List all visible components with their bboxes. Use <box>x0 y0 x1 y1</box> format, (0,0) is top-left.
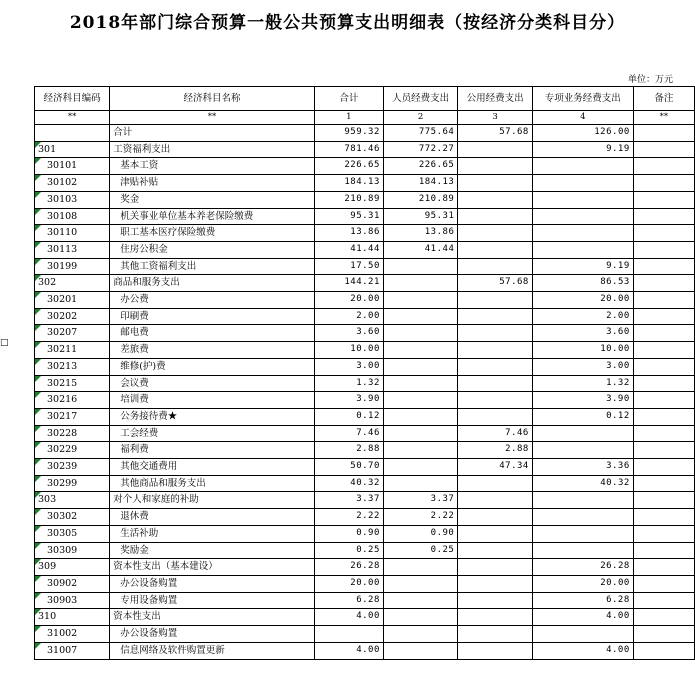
cell-note <box>633 158 694 175</box>
cell-note <box>633 208 694 225</box>
cell-public: 2.88 <box>458 442 532 459</box>
cell-name: 公务接待费★ <box>110 408 315 425</box>
cell-personnel: 0.90 <box>383 525 457 542</box>
cell-name: 退休费 <box>110 509 315 526</box>
cell-code: 30101 <box>35 158 110 175</box>
cell-note <box>633 292 694 309</box>
cell-total: 226.65 <box>314 158 383 175</box>
cell-total: 781.46 <box>314 141 383 158</box>
table-row <box>35 475 695 492</box>
cell-note <box>633 475 694 492</box>
budget-table <box>34 86 695 660</box>
cell-special: 20.00 <box>532 575 633 592</box>
table-row <box>35 325 695 342</box>
cell-note <box>633 392 694 409</box>
cell-name: 资本性支出（基本建设） <box>110 559 315 576</box>
cell-special: 6.28 <box>532 592 633 609</box>
cell-personnel: 3.37 <box>383 492 457 509</box>
cell-note <box>633 191 694 208</box>
cell-note <box>633 642 694 659</box>
cell-name: 生活补助 <box>110 525 315 542</box>
cell-code: 30199 <box>35 258 110 275</box>
cell-note <box>633 542 694 559</box>
cell-total: 13.86 <box>314 225 383 242</box>
cell-special <box>532 442 633 459</box>
cell-personnel <box>383 609 457 626</box>
cell-note <box>633 525 694 542</box>
cell-code: 30201 <box>35 292 110 309</box>
table-row <box>35 525 695 542</box>
table-row <box>35 225 695 242</box>
cell-personnel <box>383 342 457 359</box>
cell-name: 奖励金 <box>110 542 315 559</box>
cell-name: 奖金 <box>110 191 315 208</box>
cell-total: 210.89 <box>314 191 383 208</box>
cell-name: 培训费 <box>110 392 315 409</box>
cell-public <box>458 642 532 659</box>
cell-name: 职工基本医疗保险缴费 <box>110 225 315 242</box>
cell-code: 30902 <box>35 575 110 592</box>
index-cell: 4 <box>532 111 633 125</box>
cell-public: 7.46 <box>458 425 532 442</box>
cell-special: 20.00 <box>532 292 633 309</box>
cell-public <box>458 158 532 175</box>
cell-name: 福利费 <box>110 442 315 459</box>
cell-note <box>633 492 694 509</box>
cell-note <box>633 342 694 359</box>
cell-special: 10.00 <box>532 342 633 359</box>
unit-label: 单位：万元 <box>627 75 673 85</box>
cell-total: 959.32 <box>314 125 383 142</box>
cell-public <box>458 475 532 492</box>
cell-personnel: 2.22 <box>383 509 457 526</box>
cell-name: 维修(护)费 <box>110 358 315 375</box>
cell-total: 2.88 <box>314 442 383 459</box>
cell-code: 30110 <box>35 225 110 242</box>
index-cell: ** <box>35 111 110 125</box>
cell-name: 专用设备购置 <box>110 592 315 609</box>
header-personnel: 人员经费支出 <box>383 87 457 111</box>
cell-note <box>633 241 694 258</box>
cell-public <box>458 358 532 375</box>
cell-note <box>633 358 694 375</box>
cell-special: 3.60 <box>532 325 633 342</box>
table-row <box>35 509 695 526</box>
cell-personnel <box>383 425 457 442</box>
cell-note <box>633 442 694 459</box>
cell-special: 3.36 <box>532 459 633 476</box>
cell-personnel <box>383 475 457 492</box>
cell-special: 3.00 <box>532 358 633 375</box>
cell-code: 30113 <box>35 241 110 258</box>
table-row <box>35 626 695 643</box>
table-row <box>35 241 695 258</box>
cell-special <box>532 425 633 442</box>
table-row <box>35 125 695 142</box>
cell-total: 50.70 <box>314 459 383 476</box>
cell-public <box>458 542 532 559</box>
cell-public <box>458 592 532 609</box>
table-row <box>35 375 695 392</box>
cell-personnel: 226.65 <box>383 158 457 175</box>
cell-code: 303 <box>35 492 110 509</box>
cell-total: 3.37 <box>314 492 383 509</box>
index-cell: ** <box>110 111 315 125</box>
cell-total: 2.00 <box>314 308 383 325</box>
table-row <box>35 392 695 409</box>
cell-code: 30211 <box>35 342 110 359</box>
cell-code: 30903 <box>35 592 110 609</box>
cell-personnel <box>383 575 457 592</box>
cell-special: 86.53 <box>532 275 633 292</box>
cell-note <box>633 408 694 425</box>
cell-code: 30102 <box>35 175 110 192</box>
cell-name: 办公设备购置 <box>110 626 315 643</box>
cell-special: 26.28 <box>532 559 633 576</box>
cell-total: 20.00 <box>314 292 383 309</box>
cell-special <box>532 626 633 643</box>
cell-personnel <box>383 408 457 425</box>
cell-public <box>458 626 532 643</box>
cell-code: 30239 <box>35 459 110 476</box>
cell-public <box>458 559 532 576</box>
cell-public <box>458 225 532 242</box>
cell-note <box>633 509 694 526</box>
cell-total: 26.28 <box>314 559 383 576</box>
cell-personnel: 775.64 <box>383 125 457 142</box>
cell-personnel <box>383 325 457 342</box>
cell-note <box>633 575 694 592</box>
cell-personnel <box>383 308 457 325</box>
cell-code: 302 <box>35 275 110 292</box>
header-code: 经济科目编码 <box>35 87 110 111</box>
cell-code: 30216 <box>35 392 110 409</box>
cell-code: 30305 <box>35 525 110 542</box>
cell-public <box>458 175 532 192</box>
cell-code: 30299 <box>35 475 110 492</box>
cell-name: 商品和服务支出 <box>110 275 315 292</box>
cell-total: 3.60 <box>314 325 383 342</box>
cell-total: 10.00 <box>314 342 383 359</box>
table-row <box>35 358 695 375</box>
cell-special: 126.00 <box>532 125 633 142</box>
cell-personnel: 95.31 <box>383 208 457 225</box>
cell-name: 信息网络及软件购置更新 <box>110 642 315 659</box>
cell-public <box>458 325 532 342</box>
cell-note <box>633 325 694 342</box>
cell-code: 30309 <box>35 542 110 559</box>
cell-total: 0.12 <box>314 408 383 425</box>
cell-name: 工会经费 <box>110 425 315 442</box>
cell-total: 144.21 <box>314 275 383 292</box>
cell-special <box>532 509 633 526</box>
cell-personnel <box>383 592 457 609</box>
cell-code: 31007 <box>35 642 110 659</box>
table-row <box>35 275 695 292</box>
cell-public <box>458 308 532 325</box>
cell-name: 办公费 <box>110 292 315 309</box>
cell-total: 3.00 <box>314 358 383 375</box>
cell-code: 30108 <box>35 208 110 225</box>
cell-name: 资本性支出 <box>110 609 315 626</box>
cell-personnel <box>383 459 457 476</box>
cell-code: 30217 <box>35 408 110 425</box>
cell-public <box>458 392 532 409</box>
cell-total: 0.90 <box>314 525 383 542</box>
table-row <box>35 609 695 626</box>
cell-public <box>458 525 532 542</box>
cell-name: 其他交通费用 <box>110 459 315 476</box>
cell-note <box>633 609 694 626</box>
cell-note <box>633 275 694 292</box>
cell-name: 合计 <box>110 125 315 142</box>
cell-public: 47.34 <box>458 459 532 476</box>
index-cell: 2 <box>383 111 457 125</box>
cell-public <box>458 609 532 626</box>
table-row <box>35 542 695 559</box>
cell-personnel <box>383 292 457 309</box>
cell-personnel <box>383 559 457 576</box>
cell-name: 对个人和家庭的补助 <box>110 492 315 509</box>
cell-special <box>532 542 633 559</box>
cell-note <box>633 308 694 325</box>
cell-public: 57.68 <box>458 125 532 142</box>
cell-code: 30228 <box>35 425 110 442</box>
cell-public <box>458 292 532 309</box>
cell-special: 4.00 <box>532 642 633 659</box>
cell-note <box>633 175 694 192</box>
cell-code: 310 <box>35 609 110 626</box>
table-row <box>35 642 695 659</box>
index-row <box>35 111 695 125</box>
cell-special <box>532 191 633 208</box>
cell-name: 住房公积金 <box>110 241 315 258</box>
cell-public <box>458 575 532 592</box>
cell-personnel: 772.27 <box>383 141 457 158</box>
cell-name: 办公设备购置 <box>110 575 315 592</box>
cell-name: 印刷费 <box>110 308 315 325</box>
cell-code: 301 <box>35 141 110 158</box>
cell-personnel <box>383 642 457 659</box>
cell-public: 57.68 <box>458 275 532 292</box>
cell-personnel <box>383 375 457 392</box>
cell-total: 41.44 <box>314 241 383 258</box>
cell-name: 机关事业单位基本养老保险缴费 <box>110 208 315 225</box>
cell-special <box>532 492 633 509</box>
header-note: 备注 <box>633 87 694 111</box>
cell-public <box>458 258 532 275</box>
index-cell: 3 <box>458 111 532 125</box>
table-row <box>35 258 695 275</box>
cell-special: 40.32 <box>532 475 633 492</box>
cell-special <box>532 225 633 242</box>
cell-special <box>532 175 633 192</box>
cell-personnel <box>383 392 457 409</box>
cell-public <box>458 509 532 526</box>
table-row <box>35 292 695 309</box>
cell-note <box>633 559 694 576</box>
cell-note <box>633 258 694 275</box>
index-cell: 1 <box>314 111 383 125</box>
cell-code: 30215 <box>35 375 110 392</box>
table-row <box>35 459 695 476</box>
cell-note <box>633 225 694 242</box>
cell-total: 40.32 <box>314 475 383 492</box>
cell-public <box>458 375 532 392</box>
cell-personnel: 41.44 <box>383 241 457 258</box>
cell-code: 30213 <box>35 358 110 375</box>
table-row <box>35 408 695 425</box>
cell-personnel <box>383 275 457 292</box>
table-row <box>35 308 695 325</box>
cell-special <box>532 525 633 542</box>
table-row <box>35 442 695 459</box>
cell-total: 95.31 <box>314 208 383 225</box>
header-special: 专项业务经费支出 <box>532 87 633 111</box>
table-row <box>35 191 695 208</box>
cell-personnel <box>383 258 457 275</box>
cell-special: 2.00 <box>532 308 633 325</box>
header-total: 合计 <box>314 87 383 111</box>
cell-total: 184.13 <box>314 175 383 192</box>
cell-code: 30229 <box>35 442 110 459</box>
table-row <box>35 492 695 509</box>
cell-special: 4.00 <box>532 609 633 626</box>
table-row <box>35 158 695 175</box>
table-row <box>35 592 695 609</box>
cell-note <box>633 592 694 609</box>
cell-personnel: 0.25 <box>383 542 457 559</box>
cell-total: 1.32 <box>314 375 383 392</box>
cell-special: 9.19 <box>532 258 633 275</box>
cell-note <box>633 626 694 643</box>
cell-note <box>633 141 694 158</box>
header-name: 经济科目名称 <box>110 87 315 111</box>
cell-name: 其他商品和服务支出 <box>110 475 315 492</box>
table-row <box>35 175 695 192</box>
header-row <box>35 87 695 111</box>
cell-personnel: 210.89 <box>383 191 457 208</box>
cell-public <box>458 241 532 258</box>
cell-total: 7.46 <box>314 425 383 442</box>
cell-note <box>633 459 694 476</box>
cell-name: 津贴补贴 <box>110 175 315 192</box>
cell-note <box>633 375 694 392</box>
cell-public <box>458 492 532 509</box>
cell-total: 17.50 <box>314 258 383 275</box>
cell-public <box>458 208 532 225</box>
cell-total: 2.22 <box>314 509 383 526</box>
cell-name: 会议费 <box>110 375 315 392</box>
report-title: 2018年部门综合预算一般公共预算支出明细表（按经济分类科目分） <box>69 13 626 33</box>
table-row <box>35 425 695 442</box>
cell-special <box>532 158 633 175</box>
cell-name: 差旅费 <box>110 342 315 359</box>
table-row <box>35 208 695 225</box>
cell-total <box>314 626 383 643</box>
cell-personnel: 184.13 <box>383 175 457 192</box>
cell-public <box>458 342 532 359</box>
side-checkbox-icon: □ <box>0 338 9 348</box>
cell-code: 30302 <box>35 509 110 526</box>
table-row <box>35 342 695 359</box>
cell-special: 3.90 <box>532 392 633 409</box>
cell-name: 基本工资 <box>110 158 315 175</box>
cell-personnel <box>383 626 457 643</box>
cell-total: 20.00 <box>314 575 383 592</box>
cell-special: 0.12 <box>532 408 633 425</box>
cell-public <box>458 191 532 208</box>
cell-name: 其他工资福利支出 <box>110 258 315 275</box>
index-cell: ** <box>633 111 694 125</box>
cell-code: 30207 <box>35 325 110 342</box>
cell-note <box>633 125 694 142</box>
cell-special <box>532 208 633 225</box>
cell-code: 309 <box>35 559 110 576</box>
header-public: 公用经费支出 <box>458 87 532 111</box>
cell-total: 6.28 <box>314 592 383 609</box>
cell-public <box>458 141 532 158</box>
cell-name: 工资福利支出 <box>110 141 315 158</box>
cell-special <box>532 241 633 258</box>
cell-code: 30103 <box>35 191 110 208</box>
cell-public <box>458 408 532 425</box>
cell-total: 3.90 <box>314 392 383 409</box>
cell-total: 4.00 <box>314 642 383 659</box>
table-row <box>35 141 695 158</box>
cell-total: 0.25 <box>314 542 383 559</box>
cell-total: 4.00 <box>314 609 383 626</box>
cell-personnel: 13.86 <box>383 225 457 242</box>
cell-note <box>633 425 694 442</box>
cell-personnel <box>383 358 457 375</box>
cell-special: 9.19 <box>532 141 633 158</box>
cell-code: 30202 <box>35 308 110 325</box>
cell-code: 31002 <box>35 626 110 643</box>
table-row <box>35 559 695 576</box>
cell-personnel <box>383 442 457 459</box>
cell-special: 1.32 <box>532 375 633 392</box>
cell-name: 邮电费 <box>110 325 315 342</box>
table-row <box>35 575 695 592</box>
cell-code <box>35 125 110 142</box>
